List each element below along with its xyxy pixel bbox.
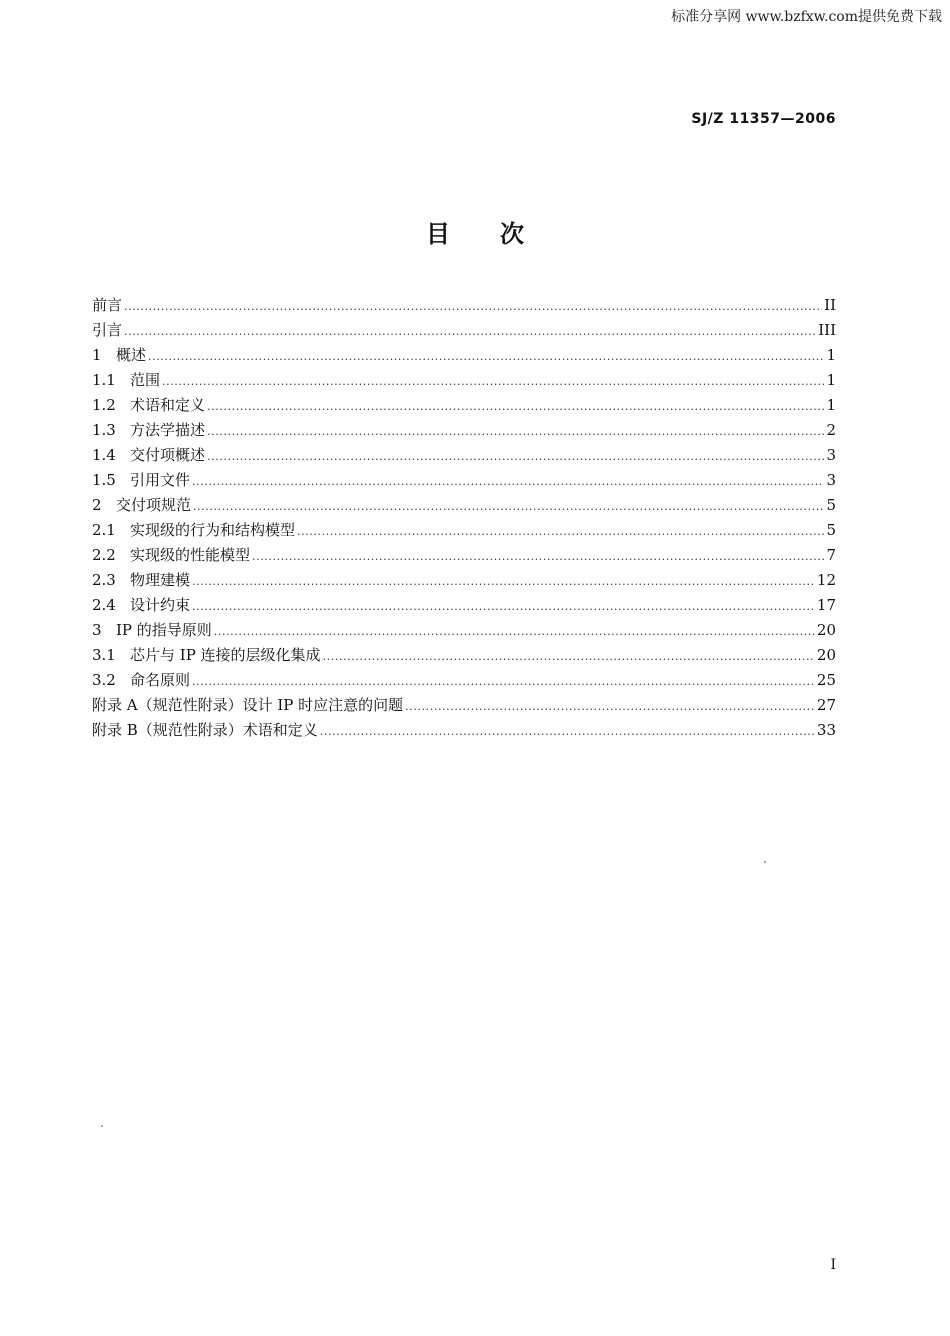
toc-entry-label: IP 的指导原则 xyxy=(116,621,212,639)
toc-entry-label: 引用文件 xyxy=(130,471,191,489)
toc-entry-label: 芯片与 IP 连接的层级化集成 xyxy=(130,646,321,664)
toc-entry[interactable] xyxy=(92,718,836,743)
toc-entry-number: 3 xyxy=(92,621,102,639)
toc-entry[interactable] xyxy=(92,368,836,393)
toc-entry-page: 33 xyxy=(816,721,836,739)
toc-entry[interactable] xyxy=(92,568,836,593)
toc-leader-dots xyxy=(323,644,815,669)
toc-entry-label: 交付项规范 xyxy=(116,496,192,514)
toc-leader-dots xyxy=(124,319,816,344)
toc-entry-page: III xyxy=(818,321,836,339)
toc-entry-page: II xyxy=(824,296,836,314)
toc-entry[interactable] xyxy=(92,418,836,443)
toc-entry-page: 25 xyxy=(816,671,836,689)
toc-leader-dots xyxy=(207,394,824,419)
toc-entry[interactable] xyxy=(92,543,836,568)
toc-entry-number: 1.1 xyxy=(92,371,116,389)
toc-entry-page: 20 xyxy=(816,646,836,664)
toc-entry[interactable] xyxy=(92,693,836,718)
toc-entry[interactable] xyxy=(92,618,836,643)
toc-leader-dots xyxy=(192,669,815,694)
toc-entry-page: 5 xyxy=(826,496,836,514)
toc-leader-dots xyxy=(193,494,824,519)
toc-entry[interactable] xyxy=(92,468,836,493)
toc-entry-label: 附录 B（规范性附录）术语和定义 xyxy=(92,721,318,739)
toc-entry[interactable] xyxy=(92,293,836,318)
toc-entry-page: 3 xyxy=(826,471,836,489)
toc-entry-label: 实现级的性能模型 xyxy=(130,546,251,564)
table-of-contents xyxy=(92,293,836,743)
toc-entry-label: 物理建模 xyxy=(130,571,191,589)
toc-leader-dots xyxy=(124,294,822,319)
toc-entry-page: 3 xyxy=(826,446,836,464)
toc-entry-page: 17 xyxy=(816,596,836,614)
toc-entry[interactable] xyxy=(92,518,836,543)
toc-entry-label: 概述 xyxy=(116,346,147,364)
standard-number: SJ/Z 11357—2006 xyxy=(691,111,836,127)
toc-leader-dots xyxy=(297,519,824,544)
toc-entry-number: 1.5 xyxy=(92,471,116,489)
toc-entry-label: 命名原则 xyxy=(130,671,191,689)
toc-leader-dots xyxy=(320,719,815,744)
toc-leader-dots xyxy=(192,594,815,619)
toc-entry[interactable] xyxy=(92,593,836,618)
toc-entry[interactable] xyxy=(92,343,836,368)
toc-leader-dots xyxy=(405,694,815,719)
toc-entry-label: 术语和定义 xyxy=(130,396,206,414)
toc-leader-dots xyxy=(162,369,824,394)
toc-entry[interactable] xyxy=(92,318,836,343)
page-number: I xyxy=(830,1257,836,1273)
toc-entry-number: 1.2 xyxy=(92,396,116,414)
toc-entry[interactable] xyxy=(92,643,836,668)
page-title: 目次 xyxy=(426,220,574,248)
toc-entry-label: 交付项概述 xyxy=(130,446,206,464)
toc-entry-number: 2.4 xyxy=(92,596,116,614)
toc-entry-number: 2.1 xyxy=(92,521,116,539)
toc-entry-number: 1.4 xyxy=(92,446,116,464)
toc-entry-page: 2 xyxy=(826,421,836,439)
toc-leader-dots xyxy=(207,444,824,469)
toc-entry-label: 设计约束 xyxy=(130,596,191,614)
toc-entry-page: 27 xyxy=(816,696,836,714)
scan-speck xyxy=(764,861,766,863)
toc-entry-page: 1 xyxy=(826,396,836,414)
toc-entry-number: 3.2 xyxy=(92,671,116,689)
toc-entry[interactable] xyxy=(92,493,836,518)
toc-entry-page: 7 xyxy=(826,546,836,564)
toc-entry-page: 5 xyxy=(826,521,836,539)
toc-entry-number: 1.3 xyxy=(92,421,116,439)
toc-entry-label: 实现级的行为和结构模型 xyxy=(130,521,296,539)
toc-entry-number: 2.3 xyxy=(92,571,116,589)
toc-entry-number: 3.1 xyxy=(92,646,116,664)
toc-entry-page: 1 xyxy=(826,371,836,389)
toc-entry-number: 1 xyxy=(92,346,102,364)
toc-leader-dots xyxy=(252,544,824,569)
toc-entry-page: 20 xyxy=(816,621,836,639)
toc-entry[interactable] xyxy=(92,668,836,693)
toc-entry-number: 2 xyxy=(92,496,102,514)
scan-speck xyxy=(101,1125,103,1127)
toc-entry-number: 2.2 xyxy=(92,546,116,564)
toc-entry[interactable] xyxy=(92,393,836,418)
toc-entry-page: 12 xyxy=(816,571,836,589)
toc-leader-dots xyxy=(207,419,824,444)
toc-entry[interactable] xyxy=(92,443,836,468)
toc-entry-label: 方法学描述 xyxy=(130,421,206,439)
toc-entry-label: 前言 xyxy=(92,296,123,314)
toc-entry-label: 附录 A（规范性附录）设计 IP 时应注意的问题 xyxy=(92,696,404,714)
toc-entry-label: 范围 xyxy=(130,371,161,389)
toc-leader-dots xyxy=(214,619,815,644)
toc-leader-dots xyxy=(148,344,824,369)
toc-leader-dots xyxy=(192,469,824,494)
toc-leader-dots xyxy=(192,569,815,594)
toc-entry-page: 1 xyxy=(826,346,836,364)
toc-entry-label: 引言 xyxy=(92,321,123,339)
watermark-text: 标准分享网 www.bzfxw.com提供免费下载 xyxy=(671,9,942,25)
